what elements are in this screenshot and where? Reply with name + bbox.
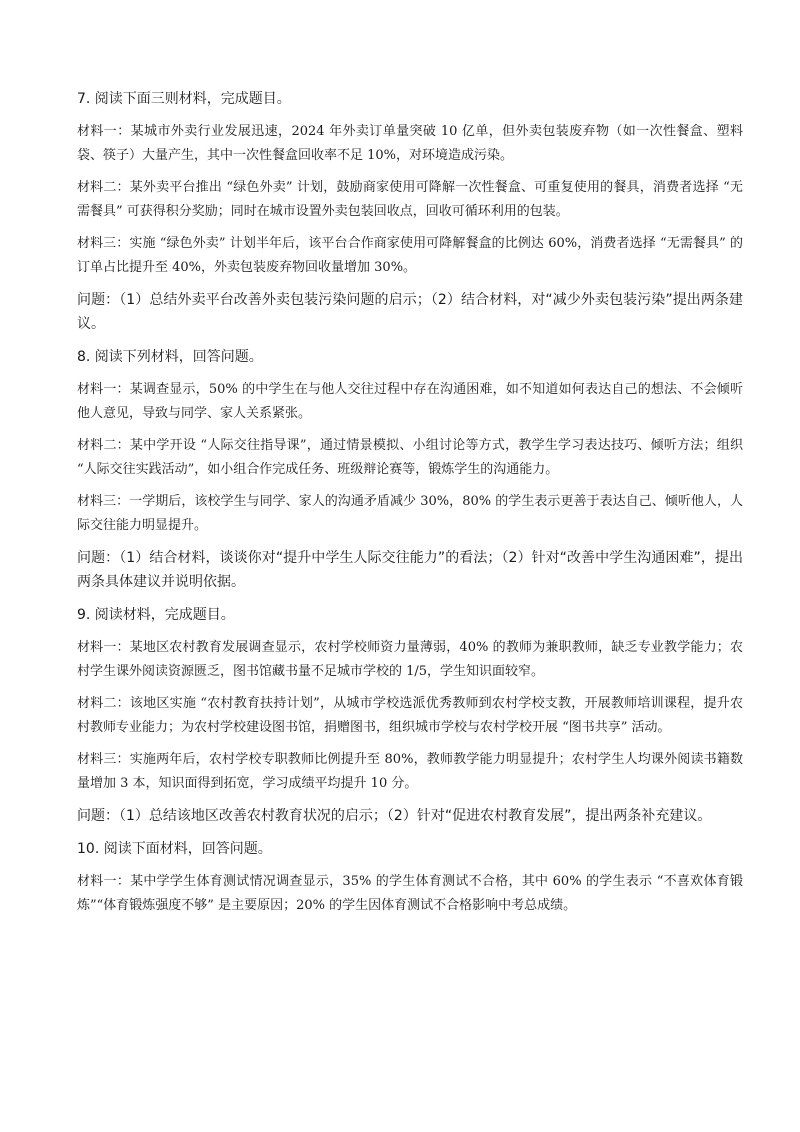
question-heading: 7. 阅读下面三则材料，完成题目。 bbox=[77, 91, 291, 107]
question-heading: 10. 阅读下面材料，回答问题。 bbox=[77, 841, 272, 857]
question-item-8 bbox=[77, 346, 743, 594]
question-item-10 bbox=[77, 838, 743, 918]
material-paragraph: 材料三：实施 “绿色外卖” 计划半年后，该平台合作商家使用可降解餐盒的比例达 60%，消费者选择 “无需餐具” 的订单占比提升至 40%，外卖包装废弃物回收量增加 30%。 bbox=[77, 236, 743, 275]
question-prompt: 问题：（1）总结该地区改善农村教育状况的启示；（2）针对“促进农村教育发展”，提出两条补充建议。 bbox=[77, 808, 712, 824]
question-item-7 bbox=[77, 88, 743, 336]
material-paragraph: 材料一：某城市外卖行业发展迅速，2024 年外卖订单量突破 10 亿单，但外卖包装废弃物（如一次性餐盒、塑料袋、筷子）大量产生，其中一次性餐盒回收率不足 10%，对环境造成污染。 bbox=[77, 124, 743, 163]
material-paragraph: 材料一：某地区农村教育发展调查显示，农村学校师资力量薄弱，40% 的教师为兼职教师，缺乏专业教学能力；农村学生课外阅读资源匮乏，图书馆藏书量不足城市学校的 1/5，学生知识面较窄。 bbox=[77, 640, 743, 679]
question-heading: 9. 阅读材料，完成题目。 bbox=[77, 607, 235, 623]
document-page bbox=[77, 88, 743, 926]
question-prompt: 问题：（1）结合材料，谈谈你对“提升中学生人际交往能力”的看法；（2）针对“改善中学生沟通困难”，提出两条具体建议并说明依据。 bbox=[77, 550, 743, 590]
material-paragraph: 材料二：该地区实施 “农村教育扶持计划”，从城市学校选派优秀教师到农村学校支教，开展教师培训课程，提升农村教师专业能力；为农村学校建设图书馆，捐赠图书，组织城市学校与农村学校开展 “图书共享” 活动。 bbox=[77, 696, 743, 735]
material-paragraph: 材料三：一学期后，该校学生与同学、家人的沟通矛盾减少 30%，80% 的学生表示更善于表达自己、倾听他人，人际交往能力明显提升。 bbox=[77, 494, 743, 533]
material-paragraph: 材料一：某中学学生体育测试情况调查显示，35% 的学生体育测试不合格，其中 60% 的学生表示 “不喜欢体育锻炼”“体育锻炼强度不够” 是主要原因；20% 的学生因体育测试不合格影响中考总成绩。 bbox=[77, 874, 743, 913]
question-prompt: 问题：（1）总结外卖平台改善外卖包装污染问题的启示；（2）结合材料，对“减少外卖包装污染”提出两条建议。 bbox=[77, 292, 743, 332]
question-heading: 8. 阅读下列材料，回答问题。 bbox=[77, 349, 263, 365]
material-paragraph: 材料三：实施两年后，农村学校专职教师比例提升至 80%，教师教学能力明显提升；农村学生人均课外阅读书籍数量增加 3 本，知识面得到拓宽，学习成绩平均提升 10 分。 bbox=[77, 752, 743, 791]
material-paragraph: 材料二：某外卖平台推出 “绿色外卖” 计划，鼓励商家使用可降解一次性餐盒、可重复使用的餐具，消费者选择 “无需餐具” 可获得积分奖励；同时在城市设置外卖包装回收点，回收可循环利用的包装。 bbox=[77, 180, 743, 219]
question-item-9 bbox=[77, 604, 743, 828]
material-paragraph: 材料一：某调查显示，50% 的中学生在与他人交往过程中存在沟通困难，如不知道如何表达自己的想法、不会倾听他人意见，导致与同学、家人关系紧张。 bbox=[77, 382, 743, 421]
material-paragraph: 材料二：某中学开设 “人际交往指导课”，通过情景模拟、小组讨论等方式，教学生学习表达技巧、倾听方法；组织 “人际交往实践活动”，如小组合作完成任务、班级辩论赛等，锻炼学生的沟通能力。 bbox=[77, 438, 743, 477]
